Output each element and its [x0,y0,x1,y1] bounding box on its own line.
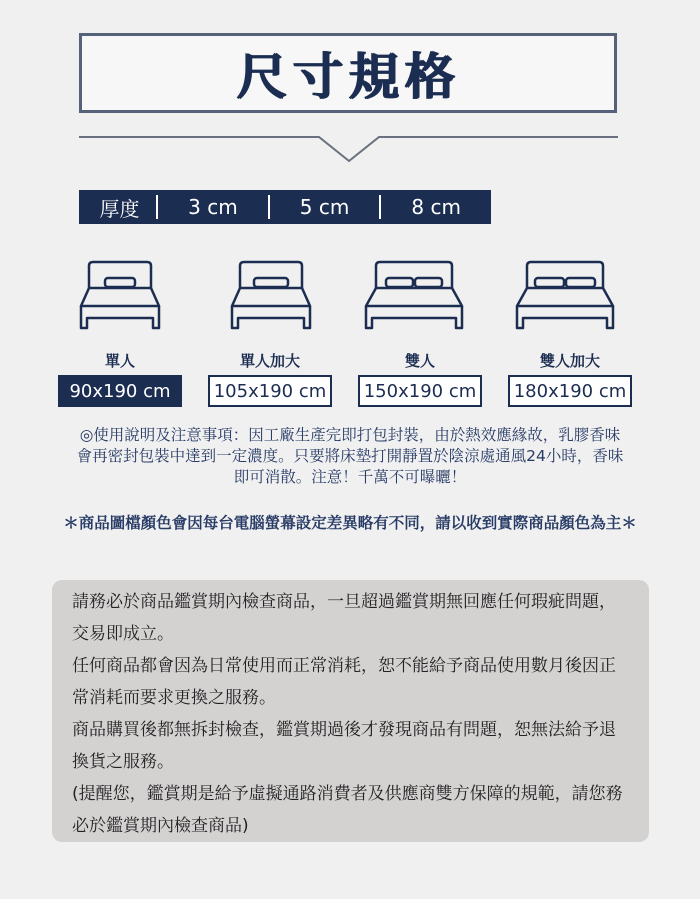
size-dimension-double-large: 180x190 cm [508,375,632,407]
title-box [79,33,617,113]
thickness-label: 厚度 [99,196,140,221]
notice-line: ◎使用說明及注意事項：因工廠生產完即打包封裝，由於熱效應緣故，乳膠香味 [79,426,621,444]
thickness-option: 8 cm [411,195,461,219]
info-paragraph: 任何商品都會因為日常使用而正常消耗，恕不能給予商品使用數月後因正常消耗而要求更換之服務。 [72,656,616,708]
thickness-option: 3 cm [188,195,238,219]
usage-notice [20,425,680,488]
thickness-bar [79,190,491,224]
single-large-bed-icon [230,258,312,338]
size-dimension-single-large: 105x190 cm [208,375,332,407]
size-name-single-large: 單人加大 [239,352,300,370]
notice-line: 即可消散。注意！千萬不可曝曬！ [233,468,467,486]
divider-arrow [79,136,618,166]
info-paragraph: 請務必於商品鑑賞期內檢查商品，一旦超過鑑賞期無回應任何瑕疵問題，交易即成立。 [72,592,616,644]
size-name-single: 單人 [104,352,135,370]
size-dimension-single: 90x190 cm [58,375,182,407]
thickness-option: 5 cm [299,195,350,219]
size-name-double: 雙人 [404,352,435,370]
double-bed-icon [364,258,464,338]
notice-line: 會再密封包裝中達到一定濃度。只要將床墊打開靜置於陰涼處通風24小時，香味 [76,447,624,465]
appreciation-period-info [52,580,649,842]
info-paragraph: (提醒您，鑑賞期是給予虛擬通路消費者及供應商雙方保障的規範，請您務必於鑑賞期內檢查商品) [72,784,623,836]
size-name-double-large: 雙人加大 [539,352,600,370]
single-bed-icon [79,258,161,338]
size-dimension-double: 150x190 cm [358,375,482,407]
info-paragraph: 商品購買後都無拆封檢查，鑑賞期過後才發現商品有問題，恕無法給予退換貨之服務。 [72,720,616,772]
color-disclaimer: ＊商品圖檔顏色會因每台電腦螢幕設定差異略有不同，請以收到實際商品顏色為主＊ [63,514,637,532]
page-title: 尺寸規格 [236,48,460,106]
double-large-bed-icon [515,258,615,338]
